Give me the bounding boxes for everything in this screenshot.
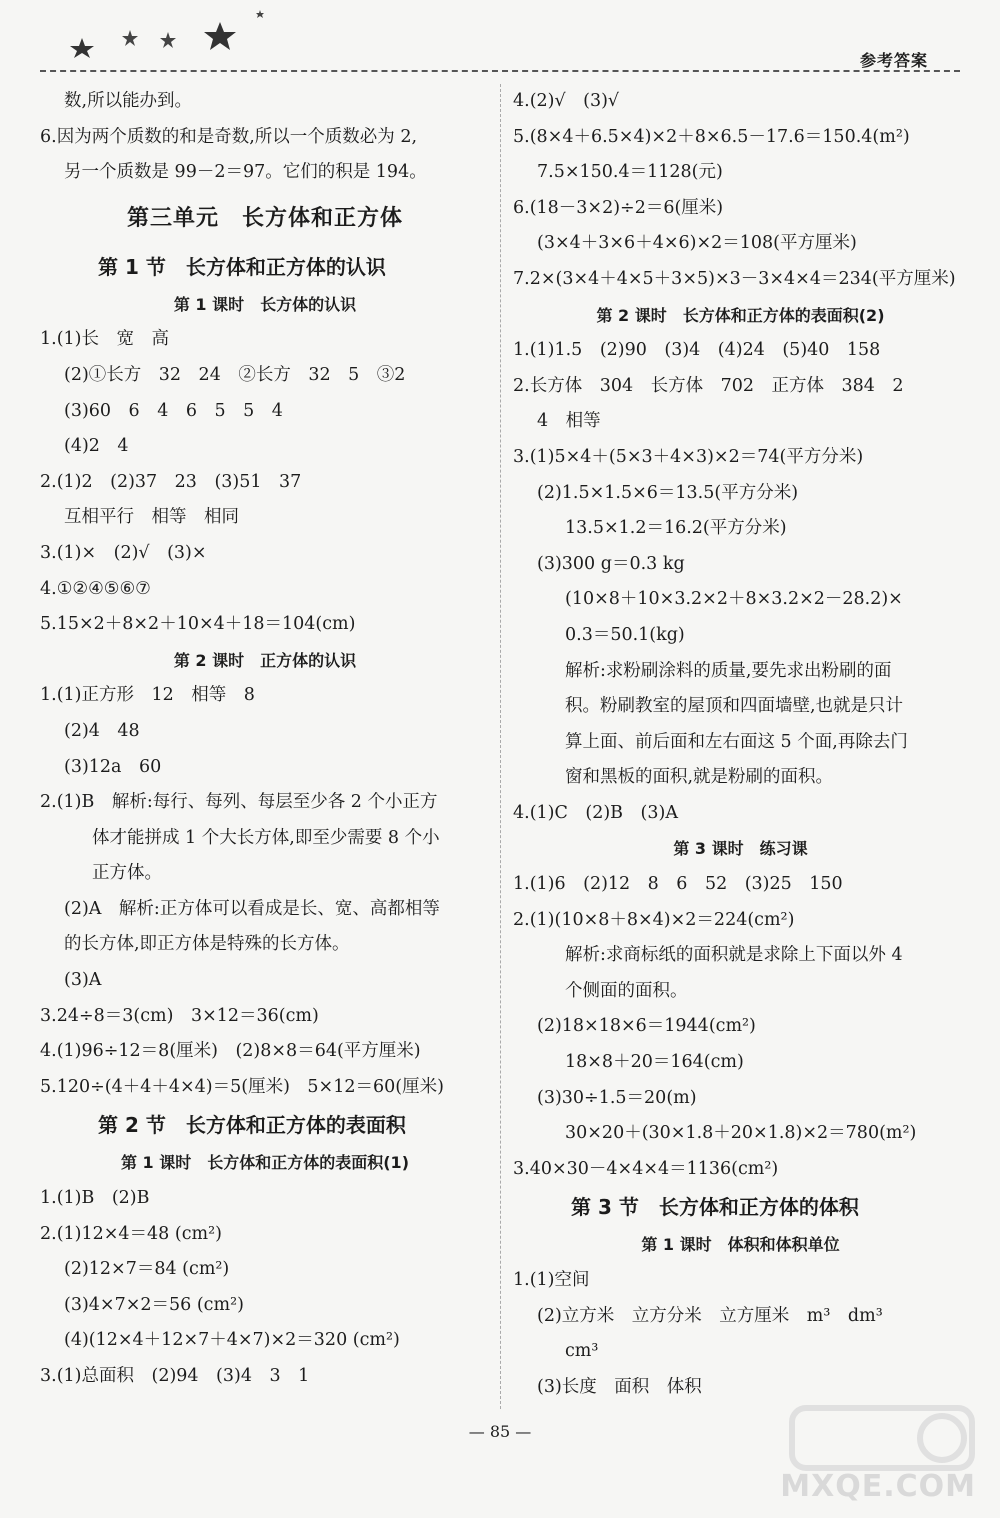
right-column-line: (3)30÷1.5＝20(m) [537,1087,697,1108]
left-column-line: 的长方体,即正方体是特殊的长方体。 [64,934,350,955]
right-column-line: 2.(1)(10×8＋8×4)×2＝224(cm²) [513,909,795,930]
right-column-line: cm³ [565,1341,599,1362]
left-column-line: 另一个质数是 99－2＝97。它们的积是 194。 [64,162,427,183]
right-column-line: 7.2×(3×4＋4×5＋3×5)×3－3×4×4＝234(平方厘米) [513,268,956,289]
column-divider [500,84,501,1409]
right-column-line: 第 1 课时 体积和体积单位 [641,1235,840,1255]
right-column-line: 13.5×1.2＝16.2(平方分米) [565,518,787,539]
right-column-line: 解析:求粉刷涂料的质量,要先求出粉刷的面 [565,660,892,681]
left-column-line: (2)4 48 [64,720,140,741]
left-column-line: 数,所以能办到。 [64,91,193,111]
left-column-line: 3.(1)× (2)√ (3)× [40,542,207,563]
left-column-line: 6.因为两个质数的和是奇数,所以一个质数必为 2, [40,126,418,147]
left-column-line: 1.(1)长 宽 高 [40,329,169,350]
right-column-line: 1.(1)1.5 (2)90 (3)4 (4)24 (5)40 158 [513,340,881,361]
page-header [40,0,960,80]
right-column-line: 30×20＋(30×1.8＋20×1.8)×2＝780(m²) [565,1123,917,1144]
right-column-line: 1.(1)6 (2)12 8 6 52 (3)25 150 [513,874,843,895]
right-column-line: (2)立方米 立方分米 立方厘米 m³ dm³ [537,1305,883,1326]
right-column-line: 解析:求商标纸的面积就是求除上下面以外 4 [565,945,903,966]
watermark-text: MXQE.COM [780,1469,976,1504]
right-column-line: 3.(1)5×4＋(5×3＋4×3)×2＝74(平方分米) [513,446,864,467]
left-column-line: 4.(1)96÷12＝8(厘米) (2)8×8＝64(平方厘米) [40,1041,421,1062]
right-column-line: 18×8＋20＝164(cm) [565,1052,744,1073]
left-column-line: 互相平行 相等 相同 [64,507,239,528]
left-column-line: 第 2 节 长方体和正方体的表面积 [98,1113,406,1138]
right-column-line: (10×8＋10×3.2×2＋8×3.2×2－28.2)× [565,589,903,610]
left-column-line: 1.(1)正方形 12 相等 8 [40,685,255,706]
right-column-line: (2)1.5×1.5×6＝13.5(平方分米) [537,482,799,503]
left-column-line: (2)A 解析:正方体可以看成是长、宽、高都相等 [64,898,440,919]
right-column-line: (3)长度 面积 体积 [537,1376,702,1397]
right-column-line: 窗和黑板的面积,就是粉刷的面积。 [565,767,834,788]
left-column-line: (2)①长方 32 24 ②长方 32 5 ③2 [64,364,406,385]
right-column-line: (2)18×18×6＝1944(cm²) [537,1016,756,1037]
right-column-line: 第 2 课时 长方体和正方体的表面积(2) [596,305,885,325]
left-column-line: 第 1 节 长方体和正方体的认识 [98,254,386,279]
right-column-line: 0.3＝50.1(kg) [565,624,685,645]
left-column-line: 1.(1)B (2)B [40,1188,150,1209]
left-column-line: 第三单元 长方体和正方体 [126,205,403,231]
right-column-line: 4.(2)√ (3)√ [513,91,620,111]
left-column-line: 第 1 课时 长方体和正方体的表面积(1) [120,1153,410,1173]
right-column-line: 2.长方体 304 长方体 702 正方体 384 2 [513,375,904,396]
left-column-line: (3)A [64,970,102,991]
right-column-line: 个侧面的面积。 [565,980,688,1001]
right-column-line: 第 3 课时 练习课 [673,839,808,859]
left-column-line: 第 1 课时 长方体的认识 [173,294,357,314]
left-column-line: 3.24÷8＝3(cm) 3×12＝36(cm) [40,1005,319,1026]
header-divider [40,70,960,72]
right-column-line: (3)300 g＝0.3 kg [537,553,685,574]
right-column-line: 4 相等 [537,411,601,432]
left-column-line: (3)12a 60 [64,756,162,777]
left-column-line: 2.(1)2 (2)37 23 (3)51 37 [40,471,302,492]
left-column-line: (3)60 6 4 6 5 5 4 [64,400,283,421]
left-column [40,84,490,1395]
left-column-line: 2.(1)12×4＝48 (cm²) [40,1223,222,1244]
left-column-line: 5.15×2＋8×2＋10×4＋18＝104(cm) [40,614,356,635]
stars-decoration-icon [70,8,310,58]
right-column-line: 3.40×30－4×4×4＝1136(cm²) [513,1158,779,1179]
right-column-line: 第 3 节 长方体和正方体的体积 [571,1195,859,1220]
page-number: — 85 — [468,1422,532,1441]
left-column-line: 3.(1)总面积 (2)94 (3)4 3 1 [40,1366,310,1386]
left-column-line: (2)12×7＝84 (cm²) [64,1259,230,1280]
right-column-line: 5.(8×4＋6.5×4)×2＋8×6.5－17.6＝150.4(m²) [513,126,910,147]
left-column-line: 4.①②④⑤⑥⑦ [40,578,151,599]
right-column-line: 6.(18－3×2)÷2＝6(厘米) [513,197,724,218]
left-column-line: 正方体。 [92,863,162,884]
right-column-line: 算上面、前后面和左右面这 5 个面,再除去门 [565,731,908,752]
left-column-line: (4)(12×4＋12×7＋4×7)×2＝320 (cm²) [64,1330,400,1351]
left-column-line: (4)2 4 [64,436,129,457]
right-column-line: 1.(1)空间 [513,1270,590,1290]
left-column-line: 第 2 课时 正方体的认识 [173,650,357,670]
right-column-line: 积。粉刷教室的屋顶和四面墙壁,也就是只计 [565,696,904,717]
left-column-line: 5.120÷(4＋4＋4×4)＝5(厘米) 5×12＝60(厘米) [40,1076,444,1097]
right-column [513,84,968,1405]
right-column-line: (3×4＋3×6＋4×6)×2＝108(平方厘米) [537,233,857,254]
right-column-line: 4.(1)C (2)B (3)A [513,802,678,823]
header-label: 参考答案 [859,51,928,70]
right-column-line: 7.5×150.4＝1128(元) [537,162,723,183]
left-column-line: 体才能拼成 1 个大长方体,即至少需要 8 个小 [92,827,440,848]
left-column-line: (3)4×7×2＝56 (cm²) [64,1294,244,1315]
left-column-line: 2.(1)B 解析:每行、每列、每层至少各 2 个小正方 [40,792,438,813]
